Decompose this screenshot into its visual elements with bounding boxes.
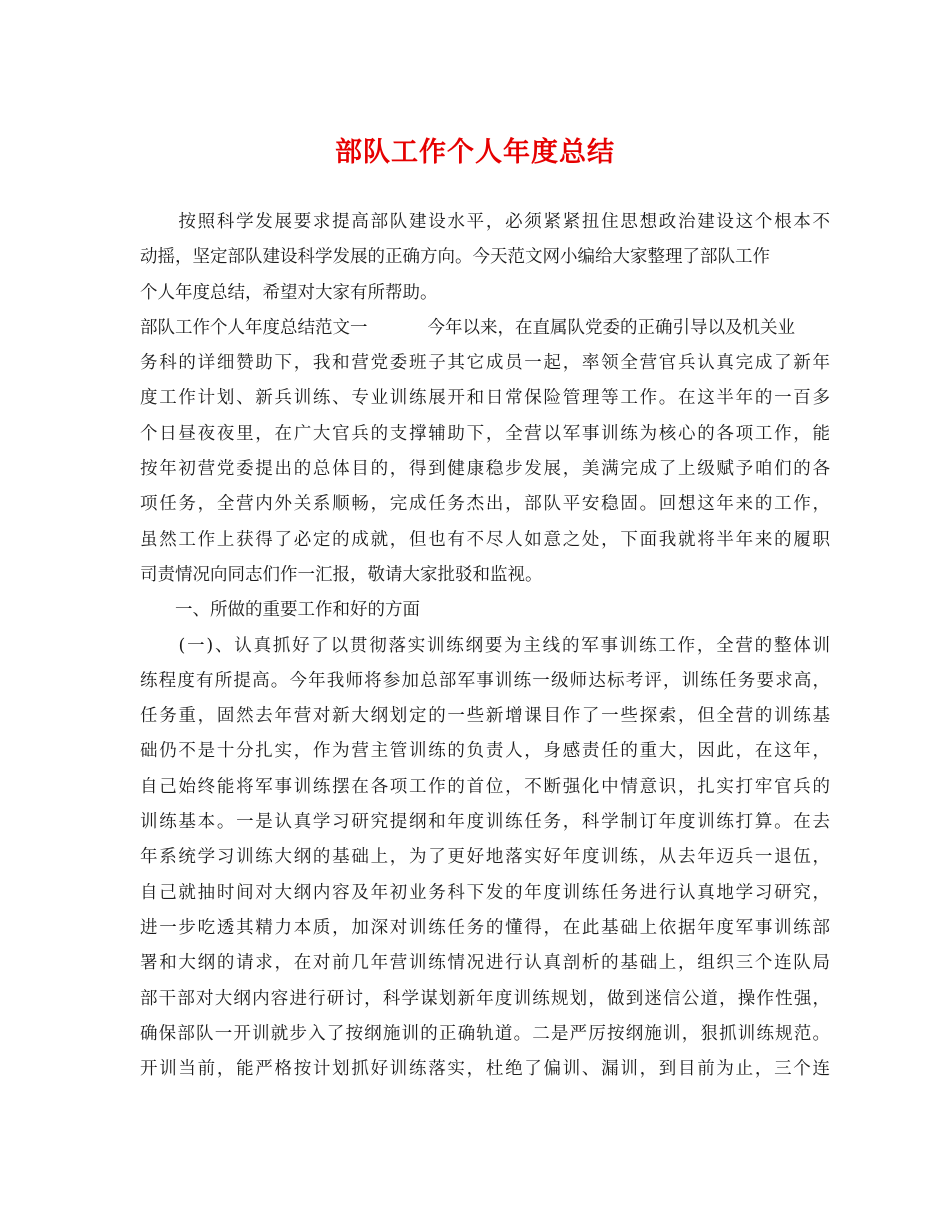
text-line: 项任务，全营内外关系顺畅，完成任务杰出，部队平安稳固。回想这年来的工作， [140,494,830,515]
text-line: 础仍不是十分扎实，作为营主管训练的负责人，身感责任的重大，因此，在这年， [140,741,830,762]
document-title: 部队工作个人年度总结 [335,137,615,168]
text-line: 确保部队一开训就步入了按纲施训的正确轨道。二是严厉按纲施训，狠抓训练规范。 [140,1023,830,1044]
text-line: 进一步吃透其精力本质，加深对训练任务的懂得，在此基础上依据年度军事训练部 [140,917,830,938]
text-line: 度工作计划、新兵训练、专业训练展开和日常保险管理等工作。在这半年的一百多 [140,388,830,409]
document-body [140,205,830,1087]
text-line: 部干部对大纲内容进行研讨，科学谋划新年度训练规划，做到迷信公道，操作性强， [140,988,830,1009]
text-line: 司责情况向同志们作一汇报，敬请大家批驳和监视。 [140,564,543,585]
text-line: 个人年度总结，希望对大家有所帮助。 [140,282,438,303]
text-line: 训练基本。一是认真学习研究提纲和年度训练任务，科学制订年度训练打算。在去 [140,812,830,833]
text-line: 署和大纲的请求，在对前几年营训练情况进行认真剖析的基础上，组织三个连队局 [140,953,830,974]
section-heading: 部队工作个人年度总结范文一 [140,317,368,338]
text-line: 练程度有所提高。今年我师将参加总部军事训练一级师达标考评，训练任务要求高， [140,670,830,691]
text-line: 务科的详细赞助下，我和营党委班子其它成员一起，率领全营官兵认真完成了新年 [140,353,830,374]
text-line: 一、所做的重要工作和好的方面 [140,600,420,621]
text-line: 虽然工作上获得了必定的成就，但也有不尽人如意之处，下面我就将半年来的履职 [140,529,830,550]
text-line: 自己始终能将军事训练摆在各项工作的首位，不断强化中情意识，扎实打牢官兵的 [140,776,830,797]
text-line: 年系统学习训练大纲的基础上，为了更好地落实好年度训练，从去年迈兵一退伍， [140,847,830,868]
text-line: 动摇，坚定部队建设科学发展的正确方向。今天范文网小编给大家整理了部队工作 [140,247,770,268]
text-line: 按照科学发展要求提高部队建设水平，必须紧紧扭住思想政治建设这个根本不 [140,212,830,232]
text-segment: 今年以来，在直属队党委的正确引导以及机关业 [427,317,795,338]
text-line: 个日昼夜夜里，在广大官兵的支撑辅助下，全营以军事训练为核心的各项工作，能 [140,423,830,444]
text-line: 按年初营党委提出的总体目的，得到健康稳步发展，美满完成了上级赋予咱们的各 [140,459,830,480]
text-line [140,311,830,346]
text-line: 自己就抽时间对大纲内容及年初业务科下发的年度训练任务进行认真地学习研究， [140,882,830,903]
text-line: 任务重，固然去年营对新大纲划定的一些新增课目作了一些探索，但全营的训练基 [140,706,830,727]
text-line: 开训当前，能严格按计划抓好训练落实，杜绝了偏训、漏训，到目前为止，三个连 [140,1059,830,1080]
text-line: (一)、认真抓好了以贯彻落实训练纲要为主线的军事训练工作，全营的整体训 [140,635,830,656]
